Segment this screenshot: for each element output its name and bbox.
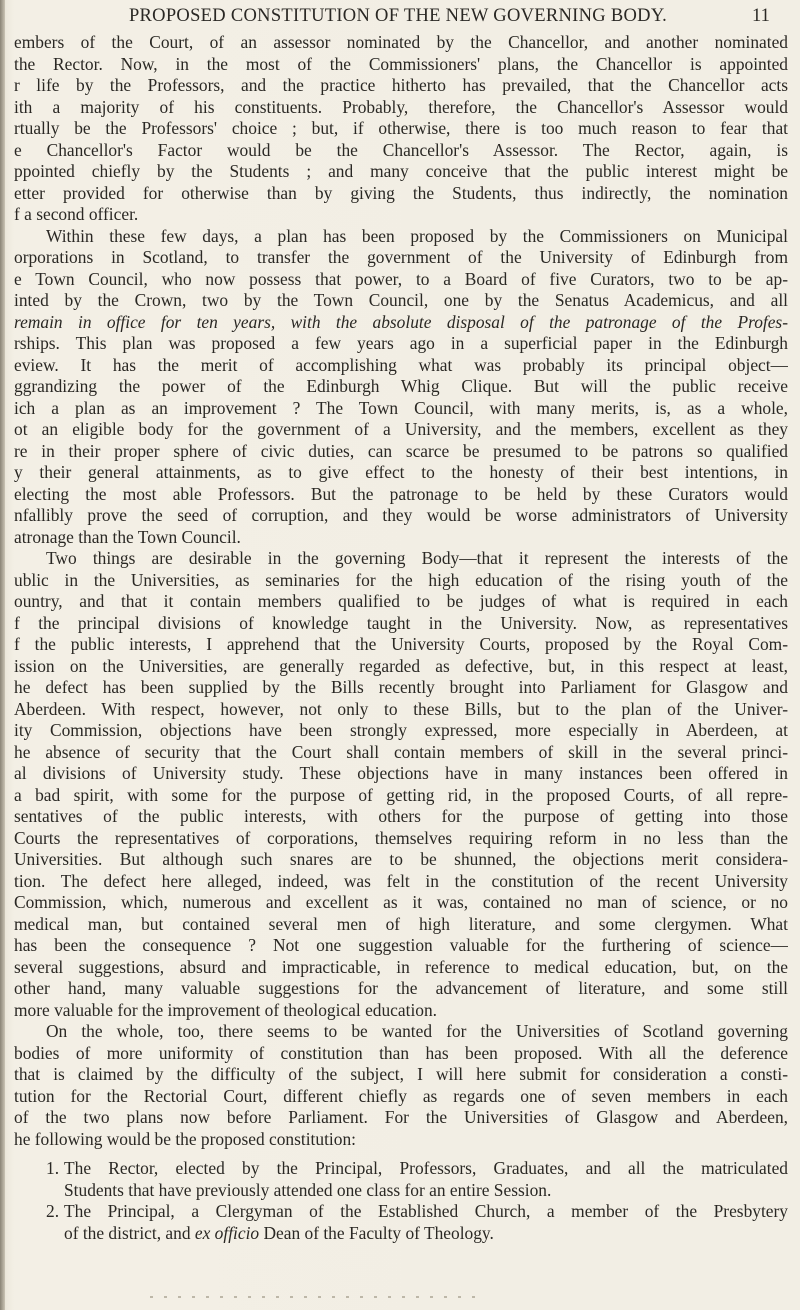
text-line: rships. This plan was proposed a few years ago in a superficial paper in the Edinburgh bbox=[14, 333, 788, 353]
text-line: orporations in Scotland, to transfer the government of the University of Edinburgh from bbox=[14, 247, 788, 267]
text-line: eview. It has the merit of accomplishing what was probably its principal object— bbox=[14, 354, 788, 375]
text-line: al divisions of University study. These objections have in many instances been offered in bbox=[14, 763, 788, 783]
text-line: nfallibly prove the seed of corruption, and they would be worse administrators of University bbox=[14, 505, 788, 525]
text-line: he defect has been supplied by the Bills recently brought into Parliament for Glasgow and bbox=[14, 677, 788, 697]
text-line: re in their proper sphere of civic duties, can scarce be presumed to be patrons so qualified bbox=[14, 440, 788, 461]
text-line: Two things are desirable in the governing Body—that it represent the interests of the bbox=[46, 548, 788, 568]
paragraphs bbox=[14, 32, 788, 1150]
text-line: r life by the Professors, and the practice hitherto has prevailed, that the Chancellor acts bbox=[14, 75, 788, 95]
text-line: a bad spirit, with some for the purpose of getting rid, in the proposed Courts, of all repre- bbox=[14, 784, 788, 805]
text-line: sentatives of the public interests, with others for the purpose of getting into those bbox=[14, 806, 788, 826]
text-line: Commission, which, numerous and excellent as it was, contained no man of science, or no bbox=[14, 892, 788, 912]
text-line: On the whole, too, there seems to be wanted for the Universities of Scotland governing bbox=[46, 1021, 788, 1041]
text-line: inted by the Crown, two by the Town Council, one by the Senatus Academicus, and all bbox=[14, 290, 788, 310]
constitution-list bbox=[14, 1158, 788, 1244]
list-item-text: The Principal, a Clergyman of the Established Church, a member of the Presbytery bbox=[64, 1201, 788, 1221]
text-line: bodies of more uniformity of constitution than has been proposed. With all the deference bbox=[14, 1042, 788, 1063]
running-title: PROPOSED CONSTITUTION OF THE NEW GOVERNING BODY. bbox=[128, 6, 668, 26]
list-item-text: The Rector, elected by the Principal, Professors, Graduates, and all the matriculated bbox=[64, 1158, 788, 1178]
text-line: ublic in the Universities, as seminaries for the high education of the rising youth of the bbox=[14, 569, 788, 590]
text-line: ich a plan as an improvement ? The Town Council, with many merits, is, as a whole, bbox=[14, 397, 788, 418]
text-line: Universities. But although such snares are to be shunned, the objections merit considera- bbox=[14, 849, 788, 869]
text-line: ission on the Universities, are generally regarded as defective, but, in this respect at least, bbox=[14, 655, 788, 676]
list-item-number: 1. bbox=[46, 1158, 60, 1178]
list-gap bbox=[14, 1150, 788, 1158]
text-line: Within these few days, a plan has been proposed by the Commissioners on Municipal bbox=[46, 225, 788, 246]
text-line: e Town Council, who now possess that power, to a Board of five Curators, two to be ap- bbox=[14, 268, 788, 289]
text-line: has been the consequence ? Not one suggestion valuable for the furthering of science— bbox=[14, 935, 788, 955]
text-line: ountry, and that it contain members qualified to be judges of what is required in each bbox=[14, 591, 788, 611]
text-line: atronage than the Town Council. bbox=[14, 526, 241, 547]
text-line: the Rector. Now, in the most of the Commissioners' plans, the Chancellor is appointed bbox=[14, 53, 788, 74]
list-item-number: 2. bbox=[46, 1201, 60, 1221]
text-line: ggrandizing the power of the Edinburgh Whig Clique. But will the public receive bbox=[14, 376, 788, 396]
text-line: rtually be the Professors' choice ; but, if otherwise, there is too much reason to fear that bbox=[14, 118, 788, 138]
list-item bbox=[14, 1158, 788, 1180]
text-line: ith a majority of his constituents. Probably, therefore, the Chancellor's Assessor would bbox=[14, 96, 788, 117]
list-item-continuation: Students that have previously attended one class for an entire Session. bbox=[64, 1179, 552, 1200]
text-line: that is claimed by the difficulty of the subject, I will here submit for consideration a consti- bbox=[14, 1064, 788, 1084]
text-line: Courts the representatives of corporations, themselves requiring reform in no less than the bbox=[14, 827, 788, 848]
text-line: he absence of security that the Court shall contain members of skill in the several princi- bbox=[14, 741, 788, 762]
list-item-continuation: of the district, and ex officio Dean of the Faculty of Theology. bbox=[64, 1222, 494, 1243]
paragraph bbox=[14, 1021, 788, 1150]
print-smudge bbox=[150, 1296, 480, 1298]
text-line: more valuable for the improvement of theological education. bbox=[14, 999, 438, 1020]
paragraph bbox=[14, 226, 788, 549]
text-line: medical man, but contained several men of high literature, and some clergymen. What bbox=[14, 913, 788, 934]
text-line: he following would be the proposed constitution: bbox=[14, 1128, 356, 1149]
text-line: ppointed chiefly by the Students ; and many conceive that the public interest might be bbox=[14, 161, 788, 181]
text-line: other hand, many valuable suggestions for the advancement of literature, and some still bbox=[14, 978, 788, 998]
text-line: etter provided for otherwise than by giving the Students, thus indirectly, the nomination bbox=[14, 182, 788, 203]
page-binding-edge bbox=[0, 0, 5, 1310]
text-line: e Chancellor's Factor would be the Chancellor's Assessor. The Rector, again, is bbox=[14, 139, 788, 160]
text-line: Aberdeen. With respect, however, not only to these Bills, but to the plan of the Univer- bbox=[14, 698, 788, 719]
text-line: f the principal divisions of knowledge taught in the University. Now, as representatives bbox=[14, 612, 788, 633]
text-line: several suggestions, absurd and impracticable, in reference to medical education, but, on the bbox=[14, 956, 788, 977]
body-text bbox=[14, 32, 788, 1244]
paragraph bbox=[14, 32, 788, 226]
page-number: 11 bbox=[752, 6, 770, 26]
text-line: remain in office for ten years, with the absolute disposal of the patronage of the Profes- bbox=[14, 311, 788, 332]
text-line: y their general attainments, as to give effect to the honesty of their best intentions, in bbox=[14, 462, 788, 482]
text-line: f a second officer. bbox=[14, 204, 139, 224]
text-line: f the public interests, I apprehend that the University Courts, proposed by the Royal Com- bbox=[14, 634, 788, 654]
text-line: embers of the Court, of an assessor nominated by the Chancellor, and another nominated bbox=[14, 32, 788, 52]
text-line: tution for the Rectorial Court, different chiefly as regards one of seven members in each bbox=[14, 1085, 788, 1106]
list-item bbox=[14, 1201, 788, 1223]
paragraph bbox=[14, 548, 788, 1021]
running-head bbox=[0, 6, 800, 30]
text-line: ot an eligible body for the government of a University, and the members, excellent as they bbox=[14, 419, 788, 439]
text-line: of the two plans now before Parliament. For the Universities of Glasgow and Aberdeen, bbox=[14, 1107, 788, 1127]
text-line: ity Commission, objections have been strongly expressed, more especially in Aberdeen, at bbox=[14, 720, 788, 740]
text-line: electing the most able Professors. But the patronage to be held by these Curators would bbox=[14, 483, 788, 504]
text-line: tion. The defect here alleged, indeed, was felt in the constitution of the recent University bbox=[14, 870, 788, 891]
